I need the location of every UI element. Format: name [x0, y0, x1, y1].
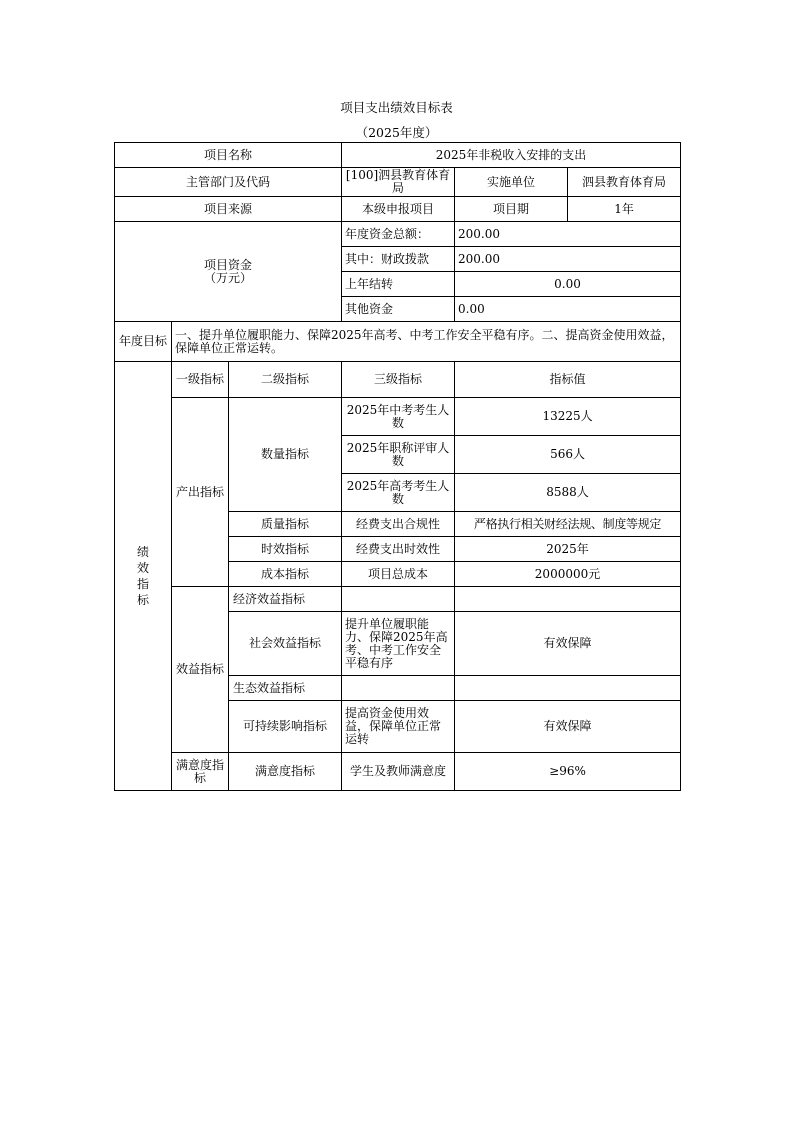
row-department [115, 168, 681, 197]
header-level3: 三级指标 [342, 362, 455, 398]
table-row [115, 587, 681, 612]
source-label: 项目来源 [115, 197, 342, 222]
funds-row-value: 0.00 [455, 297, 681, 322]
satisfaction-label: 满意度指标 [172, 753, 229, 791]
indicator-name: 2025年高考考生人数 [342, 474, 455, 512]
indicator-value: 2025年 [455, 537, 681, 562]
funds-label [115, 222, 342, 322]
project-name-value: 2025年非税收入安排的支出 [342, 143, 681, 168]
impl-label: 实施单位 [455, 168, 568, 197]
perf-label [115, 362, 172, 791]
funds-row-label: 其中：财政拨款 [342, 247, 455, 272]
output-label: 产出指标 [172, 398, 229, 587]
funds-row-value: 200.00 [455, 222, 681, 247]
goal-label: 年度目标 [115, 322, 172, 362]
row-funds-total [115, 222, 681, 247]
funds-unit: （万元） [204, 270, 253, 285]
indicator-value: 有效保障 [455, 612, 681, 676]
indicator-name: 2025年中考考生人数 [342, 398, 455, 436]
indicator-name: 提升单位履职能力、保障2025年高考、中考工作安全平稳有序 [342, 612, 455, 676]
performance-table [114, 142, 681, 791]
funds-row-label: 上年结转 [342, 272, 455, 297]
row-annual-goal [115, 322, 681, 362]
impl-value: 泗县教育体育局 [568, 168, 681, 197]
time-label: 时效指标 [229, 537, 342, 562]
goal-text: 一、提升单位履职能力、保障2025年高考、中考工作安全平稳有序。二、提高资金使用效益，保障单位正常运转。 [172, 322, 681, 362]
indicator-value: 严格执行相关财经法规、制度等规定 [455, 512, 681, 537]
funds-row-label: 年度资金总额： [342, 222, 455, 247]
table-row [115, 398, 681, 436]
indicator-name [342, 676, 455, 701]
source-value: 本级申报项目 [342, 197, 455, 222]
dept-label: 主管部门及代码 [115, 168, 342, 197]
header-level2: 二级指标 [229, 362, 342, 398]
table-row [115, 753, 681, 791]
period-value: 1年 [568, 197, 681, 222]
benefit-label: 效益指标 [172, 587, 229, 753]
project-name-label: 项目名称 [115, 143, 342, 168]
ecological-label: 生态效益指标 [229, 676, 342, 701]
row-perf-header [115, 362, 681, 398]
indicator-value: 13225人 [455, 398, 681, 436]
indicator-name: 经费支出合规性 [342, 512, 455, 537]
funds-row-value: 200.00 [455, 247, 681, 272]
dept-value: [100]泗县教育体育局 [342, 168, 455, 197]
indicator-name [342, 587, 455, 612]
perf-label-text: 绩效指标 [136, 545, 149, 607]
indicator-value: 8588人 [455, 474, 681, 512]
indicator-name: 项目总成本 [342, 562, 455, 587]
economic-label: 经济效益指标 [229, 587, 342, 612]
indicator-name: 学生及教师满意度 [342, 753, 455, 791]
funds-row-label: 其他资金 [342, 297, 455, 322]
social-label: 社会效益指标 [229, 612, 342, 676]
indicator-value [455, 587, 681, 612]
row-project-name [115, 143, 681, 168]
satisfaction-sub-label: 满意度指标 [229, 753, 342, 791]
indicator-name: 提高资金使用效益，保障单位正常运转 [342, 701, 455, 753]
table-subtitle: （2025年度） [355, 125, 438, 140]
indicator-name: 经费支出时效性 [342, 537, 455, 562]
indicator-value [455, 676, 681, 701]
cost-label: 成本指标 [229, 562, 342, 587]
indicator-name: 2025年职称评审人数 [342, 436, 455, 474]
row-source [115, 197, 681, 222]
funds-row-value: 0.00 [455, 272, 681, 297]
table-title: 项目支出绩效目标表 [340, 100, 453, 115]
quality-label: 质量指标 [229, 512, 342, 537]
period-label: 项目期 [455, 197, 568, 222]
funds-label-text: 项目资金 [204, 257, 253, 272]
header-value: 指标值 [455, 362, 681, 398]
sustainable-label: 可持续影响指标 [229, 701, 342, 753]
indicator-value: 566人 [455, 436, 681, 474]
indicator-value: 有效保障 [455, 701, 681, 753]
indicator-value: 2000000元 [455, 562, 681, 587]
indicator-value: ≥96% [455, 753, 681, 791]
quantity-label: 数量指标 [229, 398, 342, 512]
header-level1: 一级指标 [172, 362, 229, 398]
